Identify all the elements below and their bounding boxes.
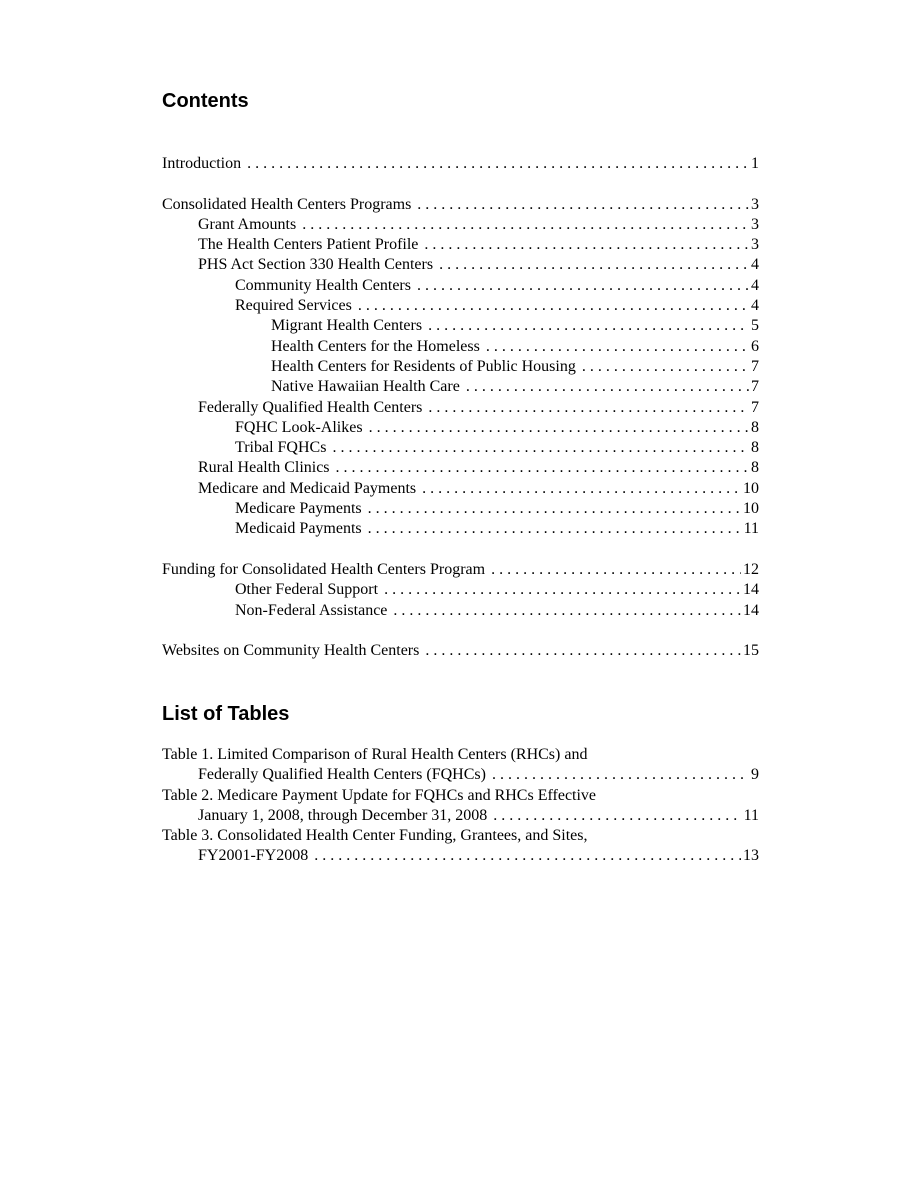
toc-entry[interactable] [162, 398, 759, 418]
toc-entry-label: Federally Qualified Health Centers (FQHCs) [198, 766, 486, 784]
toc-entry-label: Federally Qualified Health Centers [198, 398, 423, 416]
table-entry-caption: Table 2. Medicare Payment Update for FQHCs and RHCs Effective [162, 786, 597, 804]
toc-entry[interactable] [162, 154, 759, 174]
toc-entry[interactable] [162, 195, 759, 215]
dot-leader [296, 215, 749, 235]
toc-entry-label: Health Centers for the Homeless [271, 337, 480, 355]
toc-page-number: 7 [751, 357, 759, 375]
toc-page-number: 3 [751, 195, 759, 213]
toc-entry[interactable] [162, 418, 759, 438]
toc-entry[interactable] [162, 846, 759, 866]
dot-leader [418, 235, 749, 255]
dot-leader [387, 601, 741, 621]
toc-entry[interactable] [162, 215, 759, 235]
toc-entry-label: Medicare and Medicaid Payments [198, 479, 417, 497]
table-entry-caption: Table 3. Consolidated Health Center Funding, Grantees, and Sites, [162, 827, 588, 845]
toc-entry-label: Websites on Community Health Centers [162, 642, 420, 660]
dot-leader [433, 255, 749, 275]
dot-leader [485, 560, 741, 580]
toc-entry-label: Medicare Payments [235, 500, 362, 518]
dot-leader [411, 276, 749, 296]
toc-entry[interactable] [162, 560, 759, 580]
toc-page-number: 10 [743, 500, 759, 518]
dot-leader [362, 519, 742, 539]
toc-entry-label: Community Health Centers [235, 276, 411, 294]
dot-leader [480, 337, 749, 357]
dot-leader [330, 458, 749, 478]
toc-page-number: 1 [751, 155, 759, 172]
dot-leader [487, 806, 741, 826]
dot-leader [416, 479, 741, 499]
dot-leader [576, 357, 749, 377]
toc-entry[interactable] [162, 255, 759, 275]
toc-page-number: 7 [751, 378, 759, 396]
toc-page-number: 11 [743, 806, 759, 824]
toc-page-number: 6 [751, 337, 759, 355]
toc-entry[interactable] [162, 765, 759, 785]
toc-page-number: 12 [743, 560, 759, 578]
toc-entry-label: Consolidated Health Centers Programs [162, 195, 412, 213]
toc-page-number: 11 [743, 520, 759, 538]
toc-entry-label: Native Hawaiian Health Care [271, 378, 460, 396]
toc-entry-label: Grant Amounts [198, 215, 297, 233]
toc-entry-label: Other Federal Support [235, 581, 379, 599]
tables-list [162, 745, 759, 867]
toc-entry[interactable] [162, 438, 759, 458]
toc-entry-label: FQHC Look-Alikes [235, 418, 363, 436]
toc-page-number: 13 [743, 847, 759, 865]
toc-page-number: 3 [751, 215, 759, 233]
toc-entry[interactable] [162, 641, 759, 661]
toc-entry-label: Required Services [235, 297, 352, 315]
toc-entry-label: Introduction [162, 155, 242, 172]
dot-leader [419, 641, 741, 661]
dot-leader [363, 418, 749, 438]
dot-leader [422, 398, 749, 418]
toc-entry[interactable] [162, 276, 759, 296]
toc-entry[interactable] [162, 458, 759, 478]
toc-entry-label: Medicaid Payments [235, 520, 362, 538]
toc-entry[interactable] [162, 580, 759, 600]
dot-leader [352, 296, 749, 316]
toc-page-number: 14 [743, 581, 759, 599]
toc-entry-label: Health Centers for Residents of Public Housing [271, 357, 576, 375]
dot-leader [362, 499, 741, 519]
table-entry-caption: Table 1. Limited Comparison of Rural Health Centers (RHCs) and [162, 746, 588, 763]
toc-page-number: 4 [751, 256, 759, 274]
toc-entry-label: Rural Health Clinics [198, 459, 330, 477]
dot-leader [326, 438, 749, 458]
dot-leader [308, 846, 741, 866]
toc-entry[interactable] [162, 377, 759, 397]
toc-entry-label: Tribal FQHCs [235, 439, 327, 457]
toc-entry-label: The Health Centers Patient Profile [198, 236, 419, 254]
toc-entry[interactable] [162, 316, 759, 336]
list-of-tables-heading: List of Tables [162, 703, 290, 725]
dot-leader [411, 195, 749, 215]
dot-leader [378, 580, 741, 600]
toc-page-number: 4 [751, 297, 759, 315]
dot-leader [486, 765, 749, 785]
contents-heading: Contents [162, 90, 249, 112]
toc-entry-label: PHS Act Section 330 Health Centers [198, 256, 434, 274]
dot-leader [422, 316, 749, 336]
toc-entry[interactable] [162, 357, 759, 377]
toc-entry[interactable] [162, 806, 759, 826]
toc-page-number: 10 [743, 479, 759, 497]
toc-entry[interactable] [162, 296, 759, 316]
toc-page-number: 15 [743, 642, 759, 660]
dot-leader [460, 377, 749, 397]
toc-page-number: 9 [751, 766, 759, 784]
toc-entry[interactable] [162, 601, 759, 621]
toc-page-number: 5 [751, 317, 759, 335]
toc-entry[interactable] [162, 479, 759, 499]
toc-entry[interactable] [162, 499, 759, 519]
toc-page-number: 4 [751, 276, 759, 294]
toc-entry[interactable] [162, 235, 759, 255]
toc-page-number: 3 [751, 236, 759, 254]
toc-page-number: 7 [751, 398, 759, 416]
toc-entry-label: FY2001-FY2008 [198, 847, 309, 865]
toc-entry-label: Migrant Health Centers [271, 317, 423, 335]
toc-page-number: 8 [751, 439, 759, 457]
toc-entry[interactable] [162, 337, 759, 357]
toc-entry-label: Funding for Consolidated Health Centers Program [162, 560, 486, 578]
toc-entry[interactable] [162, 519, 759, 539]
dot-leader [241, 154, 749, 174]
contents-list [162, 154, 759, 661]
toc-page-number: 8 [751, 459, 759, 477]
toc-entry-label: January 1, 2008, through December 31, 2008 [198, 806, 488, 824]
toc-page-number: 8 [751, 418, 759, 436]
toc-page-number: 14 [743, 601, 759, 619]
toc-entry-label: Non-Federal Assistance [235, 601, 388, 619]
